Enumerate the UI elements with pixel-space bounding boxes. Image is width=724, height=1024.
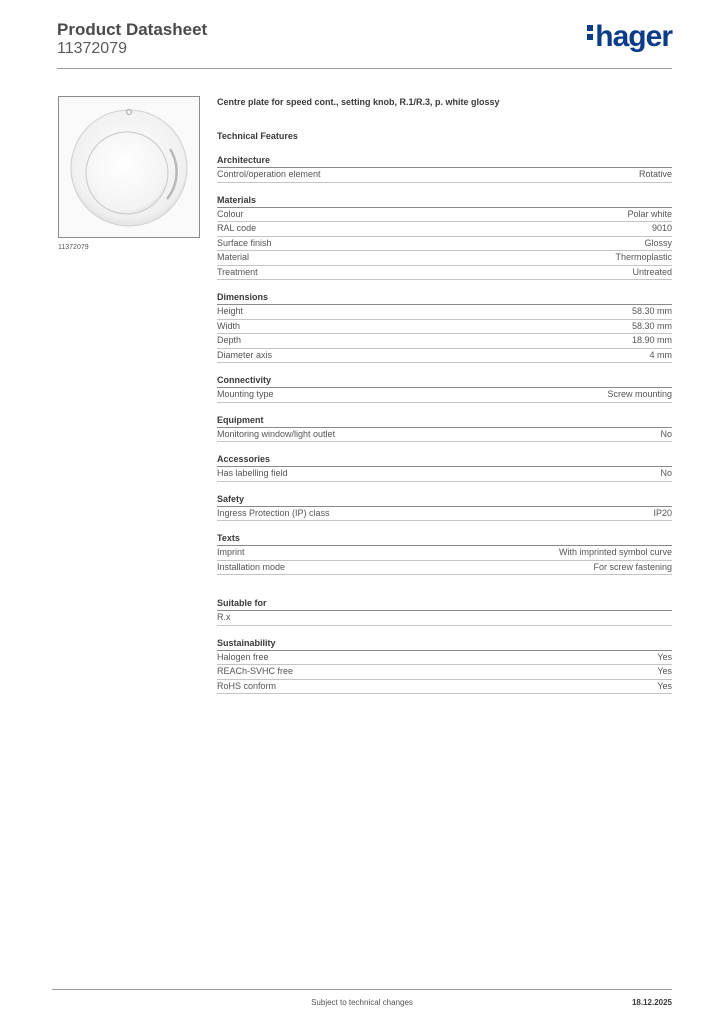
row-value: 58.30 mm bbox=[631, 306, 672, 316]
table-row bbox=[217, 320, 672, 335]
row-value: 9010 bbox=[651, 223, 672, 233]
row-value: With imprinted symbol curve bbox=[558, 547, 672, 557]
setting-knob-icon bbox=[59, 97, 199, 237]
section-architecture bbox=[217, 154, 672, 183]
row-label: RAL code bbox=[217, 223, 257, 233]
row-value: Screw mounting bbox=[607, 389, 672, 399]
row-value: Yes bbox=[657, 666, 672, 676]
technical-features-heading: Technical Features bbox=[217, 131, 298, 141]
section-connectivity bbox=[217, 374, 672, 403]
row-label: Surface finish bbox=[217, 237, 272, 248]
image-caption: 11372079 bbox=[58, 244, 89, 251]
row-value: 18.90 mm bbox=[631, 335, 672, 345]
table-row bbox=[217, 305, 672, 320]
table-row bbox=[217, 561, 672, 576]
table-row bbox=[217, 651, 672, 666]
row-label: REACh-SVHC free bbox=[217, 666, 294, 676]
section-title: Connectivity bbox=[217, 374, 672, 388]
row-label: Treatment bbox=[217, 266, 258, 277]
table-row bbox=[217, 467, 672, 482]
table-row bbox=[217, 208, 672, 223]
page-title: Product Datasheet bbox=[57, 20, 208, 39]
row-value: 4 mm bbox=[649, 349, 672, 360]
row-label: Mounting type bbox=[217, 389, 274, 399]
table-row bbox=[217, 507, 672, 522]
row-label: Colour bbox=[217, 208, 244, 219]
table-row bbox=[217, 611, 672, 626]
row-label: Monitoring window/light outlet bbox=[217, 428, 336, 439]
row-label: Ingress Protection (IP) class bbox=[217, 507, 330, 518]
row-value: Rotative bbox=[638, 169, 672, 179]
row-value: Yes bbox=[657, 651, 672, 662]
table-row bbox=[217, 237, 672, 252]
table-row bbox=[217, 546, 672, 561]
product-number: 11372079 bbox=[57, 40, 127, 57]
section-title: Safety bbox=[217, 493, 672, 507]
table-row bbox=[217, 334, 672, 349]
table-row bbox=[217, 222, 672, 237]
product-description: Centre plate for speed cont., setting knob, R.1/R.3, p. white glossy bbox=[217, 97, 500, 107]
row-label: Width bbox=[217, 320, 241, 331]
logo-dots-icon bbox=[587, 22, 593, 43]
row-value: No bbox=[660, 428, 672, 439]
row-value: Glossy bbox=[644, 237, 672, 248]
section-accessories bbox=[217, 453, 672, 482]
row-label: Imprint bbox=[217, 547, 245, 557]
section-suitable-for bbox=[217, 597, 672, 626]
row-label: Depth bbox=[217, 335, 242, 345]
row-label: R.x bbox=[217, 612, 231, 622]
table-row bbox=[217, 428, 672, 443]
logo-text: hager bbox=[595, 20, 672, 53]
datasheet-content bbox=[217, 95, 672, 694]
row-label: RoHS conform bbox=[217, 680, 277, 691]
product-image bbox=[58, 96, 200, 238]
row-label: Diameter axis bbox=[217, 349, 273, 360]
row-value: IP20 bbox=[653, 507, 672, 518]
table-row bbox=[217, 680, 672, 695]
section-title: Texts bbox=[217, 532, 672, 546]
row-label: Installation mode bbox=[217, 561, 286, 572]
row-value: Thermoplastic bbox=[615, 252, 672, 262]
feature-sections bbox=[217, 154, 672, 694]
row-label: Halogen free bbox=[217, 651, 269, 662]
section-title: Architecture bbox=[217, 154, 672, 168]
table-row bbox=[217, 665, 672, 680]
row-label: Control/operation element bbox=[217, 169, 321, 179]
footer-divider bbox=[52, 989, 672, 990]
section-title: Accessories bbox=[217, 453, 672, 467]
row-value: No bbox=[660, 468, 672, 478]
hager-logo bbox=[587, 20, 672, 54]
footer-date: 18.12.2025 bbox=[631, 998, 672, 1007]
section-sustainability bbox=[217, 637, 672, 695]
row-label: Has labelling field bbox=[217, 468, 288, 478]
table-row bbox=[217, 168, 672, 183]
footer-note: Subject to technical changes bbox=[311, 998, 413, 1007]
section-materials bbox=[217, 194, 672, 281]
section-dimensions bbox=[217, 291, 672, 363]
row-value: 58.30 mm bbox=[631, 320, 672, 331]
table-row bbox=[217, 251, 672, 266]
row-value: Yes bbox=[657, 680, 672, 691]
section-title: Dimensions bbox=[217, 291, 672, 305]
header-divider bbox=[57, 68, 672, 69]
table-row bbox=[217, 388, 672, 403]
section-safety bbox=[217, 493, 672, 522]
section-title: Suitable for bbox=[217, 597, 672, 611]
row-value: For screw fastening bbox=[593, 561, 672, 572]
row-value: Polar white bbox=[627, 208, 672, 219]
row-label: Height bbox=[217, 306, 244, 316]
section-texts bbox=[217, 532, 672, 575]
section-title: Materials bbox=[217, 194, 672, 208]
table-row bbox=[217, 266, 672, 281]
section-title: Equipment bbox=[217, 414, 672, 428]
table-row bbox=[217, 349, 672, 364]
section-title: Sustainability bbox=[217, 637, 672, 651]
section-equipment bbox=[217, 414, 672, 443]
row-label: Material bbox=[217, 252, 250, 262]
row-value: Untreated bbox=[632, 266, 672, 277]
page-header bbox=[57, 20, 672, 68]
